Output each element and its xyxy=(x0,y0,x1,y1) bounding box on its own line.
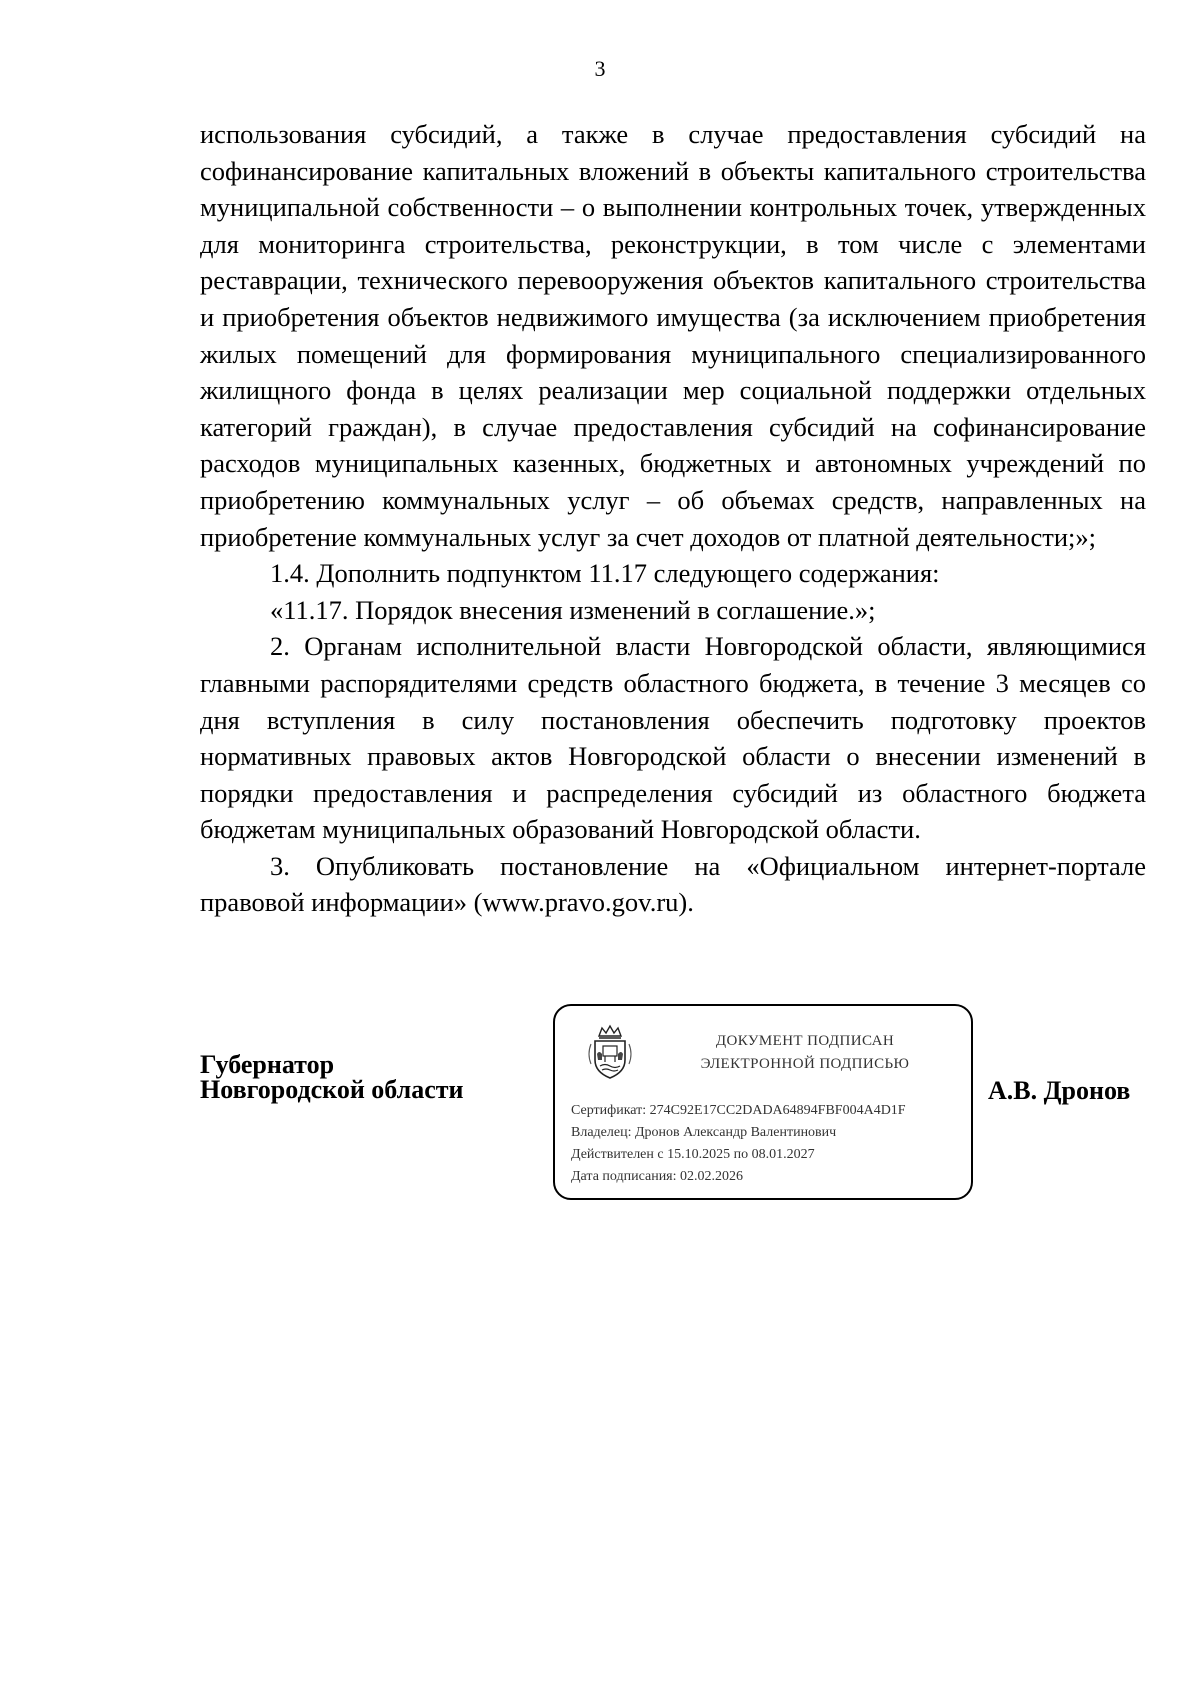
signer-title-line1: Губернатор xyxy=(200,1050,335,1079)
stamp-heading-line2: ЭЛЕКТРОННОЙ ПОДПИСЬЮ xyxy=(700,1056,910,1072)
stamp-heading xyxy=(655,1030,955,1076)
stamp-certificate: Сертификат: 274C92E17CC2DADA64894FBF004A4D1F xyxy=(571,1103,906,1118)
page-number: 3 xyxy=(594,56,606,81)
signer-title-line2: Новгородской области xyxy=(200,1075,464,1104)
coat-of-arms-icon xyxy=(585,1024,635,1082)
document-body xyxy=(200,116,1146,921)
stamp-validity: Действителен с 15.10.2025 по 08.01.2027 xyxy=(571,1147,815,1162)
paragraph-11-17: «11.17. Порядок внесения изменений в соглашение.»; xyxy=(270,594,876,625)
stamp-signed-date: Дата подписания: 02.02.2026 xyxy=(571,1169,744,1184)
stamp-owner: Владелец: Дронов Александр Валентинович xyxy=(571,1125,837,1140)
stamp-details xyxy=(571,1100,906,1188)
paragraph-continuation: использования субсидий, а также в случае предоставления субсидий на софинансирование капитальных вложений в объекты капитального строительства муниципальной собственности – о выполнении контрольных точек, утвержденных для мониторинга строительства, реконструкции, в том числе с элементами реставрации, технического перевооружения объектов капитального строительства и приобретения объектов недвижимого имущества (за исключением приобретения жилых помещений для формирования муниципального специализированного жилищного фонда в целях реализации мер социальной поддержки отдельных категорий граждан), в случае предоставления субсидий на софинансирование расходов муниципальных казенных, бюджетных и автономных учреждений по приобретению коммунальных услуг – об объемах средств, направленных на приобретение коммунальных услуг за счет доходов от платной деятельности;»; xyxy=(200,119,1146,552)
electronic-signature-stamp xyxy=(553,1004,973,1200)
signer-title xyxy=(200,1052,464,1102)
paragraph-3: 3. Опубликовать постановление на «Официальном интернет-портале правовой информации» (www.pravo.gov.ru). xyxy=(200,850,1146,918)
signer-name: А.В. Дронов xyxy=(988,1076,1131,1105)
paragraph-1-4: 1.4. Дополнить подпунктом 11.17 следующего содержания: xyxy=(270,558,940,589)
paragraph-2: 2. Органам исполнительной власти Новгородской области, являющимися главными распорядителями средств областного бюджета, в течение 3 месяцев со дня вступления в силу постановления обеспечить подготовку проектов нормативных правовых актов Новгородской области о внесении изменений в порядки предоставления и распределения субсидий из областного бюджета бюджетам муниципальных образований Новгородской области. xyxy=(200,631,1146,845)
stamp-heading-line1: ДОКУМЕНТ ПОДПИСАН xyxy=(715,1033,895,1049)
